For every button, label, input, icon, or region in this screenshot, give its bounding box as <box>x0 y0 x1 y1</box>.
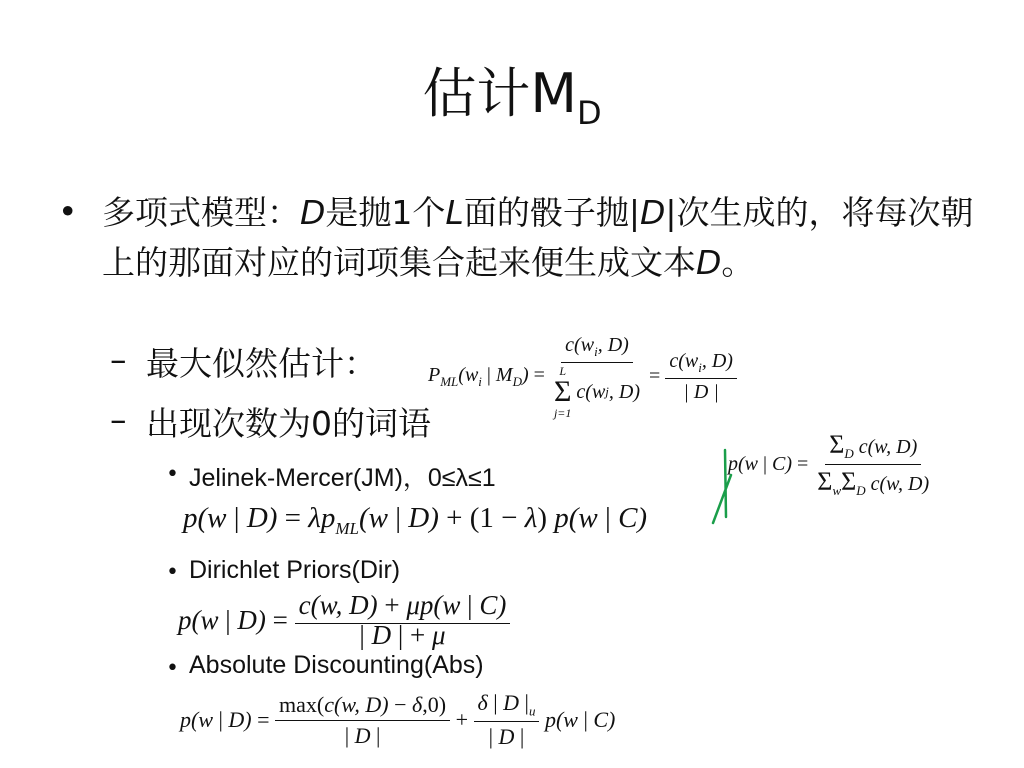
formula-mle: $P_{ML}(w_i$ | $M_D$) = $c(w_i$, D) L Σ j=1 c(w j , D) = $\frac{c(w_i, D)}{| D |}$ <box>428 334 737 419</box>
bullet-icon: • <box>166 656 179 681</box>
formula-collection-prob: p(w | C) = $\frac{\Sigma_D c(w, D)}{\Sigma_w\Sigma_D c(w, D)}$ <box>728 430 930 498</box>
handwritten-mark <box>705 445 735 530</box>
bullet-icon: • <box>166 560 179 585</box>
formula-jm: p(w | $D) = \lambda p_{ML}(w$ | D) + (1 − λ) p(w | C) <box>183 502 648 538</box>
slide-title: 估计$M_D$ <box>422 62 602 132</box>
bullet-icon: • <box>58 192 78 231</box>
bullet-multinomial-model: 多项式模型：D是抛1个L面的骰子抛|D|次生成的，将每次朝上的那面对应的词项集合起来便生成文本D。 <box>102 193 974 282</box>
sub-bullet-mle: 最大似然估计： <box>146 344 377 383</box>
item-jm-label: Jelinek-Mercer(JM)，0≤λ≤1 <box>189 464 496 492</box>
dash-icon: – <box>110 400 127 439</box>
item-dir-label: Dirichlet Priors(Dir) <box>189 556 401 584</box>
item-abs-label: Absolute Discounting(Abs) <box>189 651 484 679</box>
sub-bullet-zero-count: 出现次数为0的词语 <box>146 404 431 443</box>
dash-icon: – <box>110 340 127 379</box>
formula-abs: p(w | D) = $\frac{\max(c(w, D) - \delta,0)}{| D |}$ + $\frac{\delta | D |_u}{| D |}$ p(w | C) <box>180 690 616 750</box>
bullet-icon: • <box>166 462 179 487</box>
formula-dir: p(w | D) = $\frac{c(w, D) + \mu p(w | C)}{| D | + \mu}$ <box>178 590 510 651</box>
